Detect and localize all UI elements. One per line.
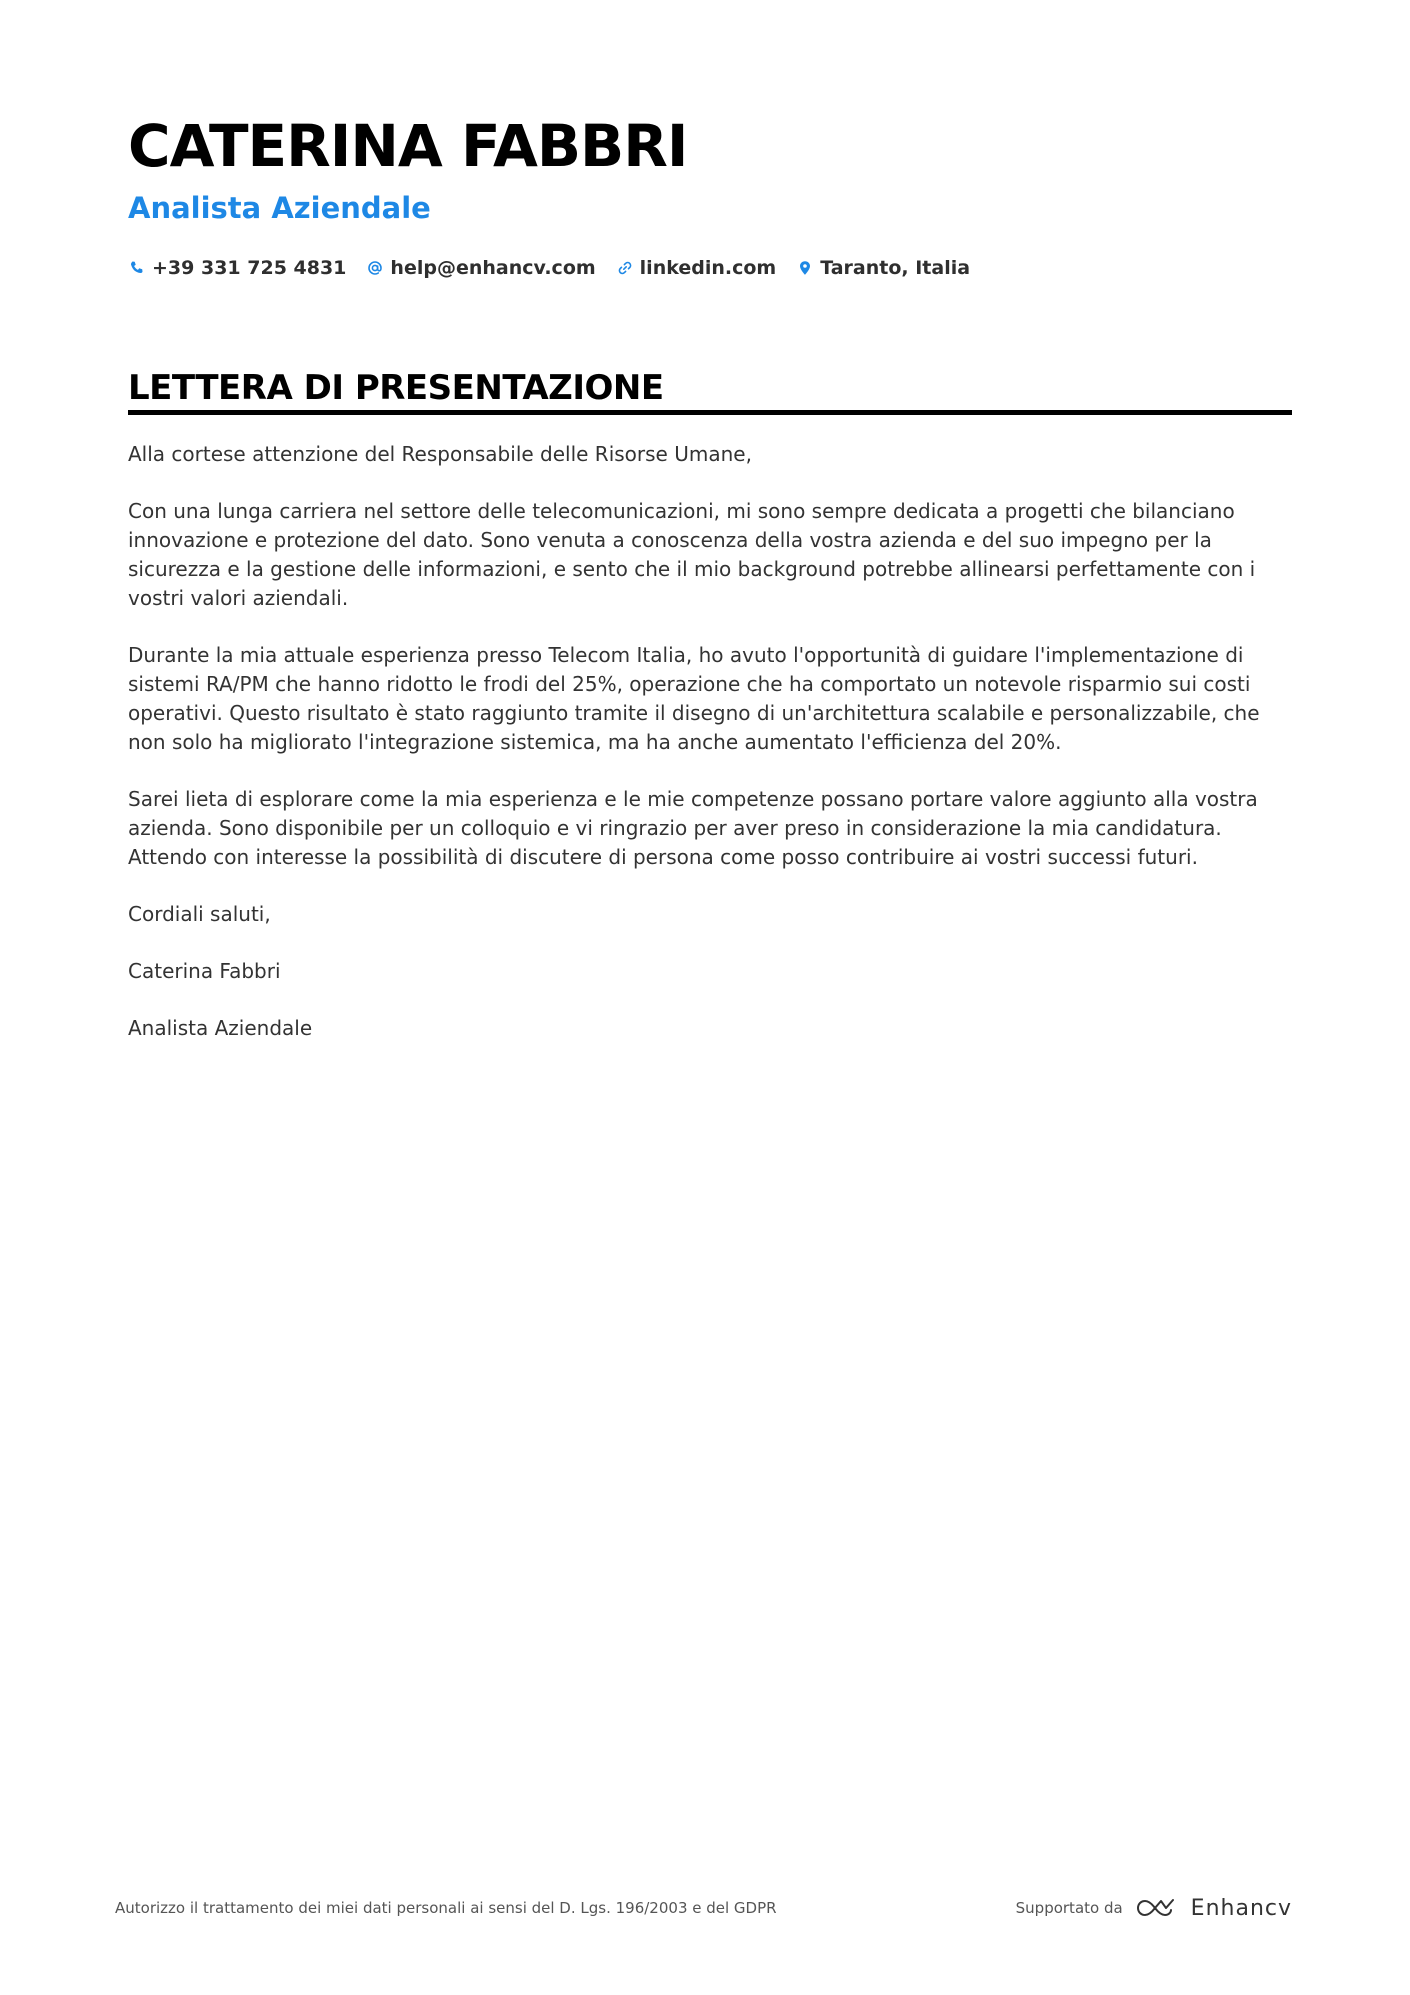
contact-email [366,254,595,282]
contact-phone-text: +39 331 725 4831 [152,257,347,279]
letter-paragraph: Sarei lieta di esplorare come la mia esperienza e le mie competenze possano portare valore aggiunto alla vostra azienda. Sono disponibile per un colloquio e vi ringrazio per aver preso in considerazione la mia candidatura. Attendo con interesse la possibilità di discutere di persona come posso contribuire ai vostri successi futuri. [128,787,1258,869]
contact-email-text[interactable]: help@enhancv.com [390,257,596,279]
powered-by-label: Supportato da [1015,1899,1123,1917]
contact-linkedin-text[interactable]: linkedin.com [639,257,777,279]
powered-by [1016,1896,1292,1921]
phone-icon [128,259,146,277]
signature-name: Caterina Fabbri [128,959,281,983]
contact-bar [128,254,990,282]
signature-role: Analista Aziendale [128,1016,313,1040]
section-title: LETTERA DI PRESENTAZIONE [128,368,664,408]
contact-phone [128,254,346,282]
page-footer [115,1890,1292,1926]
contact-location-text: Taranto, Italia [820,257,971,279]
candidate-role: Analista Aziendale [128,191,431,225]
letter-closing: Cordiali saluti, [128,902,271,926]
candidate-name: CATERINA FABBRI [128,112,688,180]
enhancv-logo-icon [1135,1896,1181,1920]
letter-paragraph: Durante la mia attuale esperienza presso Telecom Italia, ho avuto l'opportunità di guidare l'implementazione di sistemi RA/PM che hanno ridotto le frodi del 25%, operazione che ha comportato un notevole risparmio sui costi operativi. Questo risultato è stato raggiunto tramite il disegno di un'architettura scalabile e personalizzabile, che non solo ha migliorato l'integrazione sistemica, ma ha anche aumentato l'efficienza del 20%. [128,643,1260,754]
brand-name: Enhancv [1190,1895,1292,1921]
contact-location [796,254,970,282]
at-icon [366,259,384,277]
contact-linkedin [616,254,777,282]
link-icon [616,259,634,277]
section-divider [128,410,1292,415]
location-pin-icon [796,259,814,277]
brand-logo[interactable] [1135,1896,1292,1921]
letter-salutation: Alla cortese attenzione del Responsabile delle Risorse Umane, [128,442,752,466]
letter-body [128,440,1292,1071]
letter-paragraph: Con una lunga carriera nel settore delle telecomunicazioni, mi sono sempre dedicata a progetti che bilanciano innovazione e protezione del dato. Sono venuta a conoscenza della vostra azienda e del suo impegno per la sicurezza e la gestione delle informazioni, e sento che il mio background potrebbe allinearsi perfettamente con i vostri valori aziendali. [128,499,1256,610]
privacy-notice: Autorizzo il trattamento dei miei dati personali ai sensi del D. Lgs. 196/2003 e del GDPR [115,1899,777,1917]
